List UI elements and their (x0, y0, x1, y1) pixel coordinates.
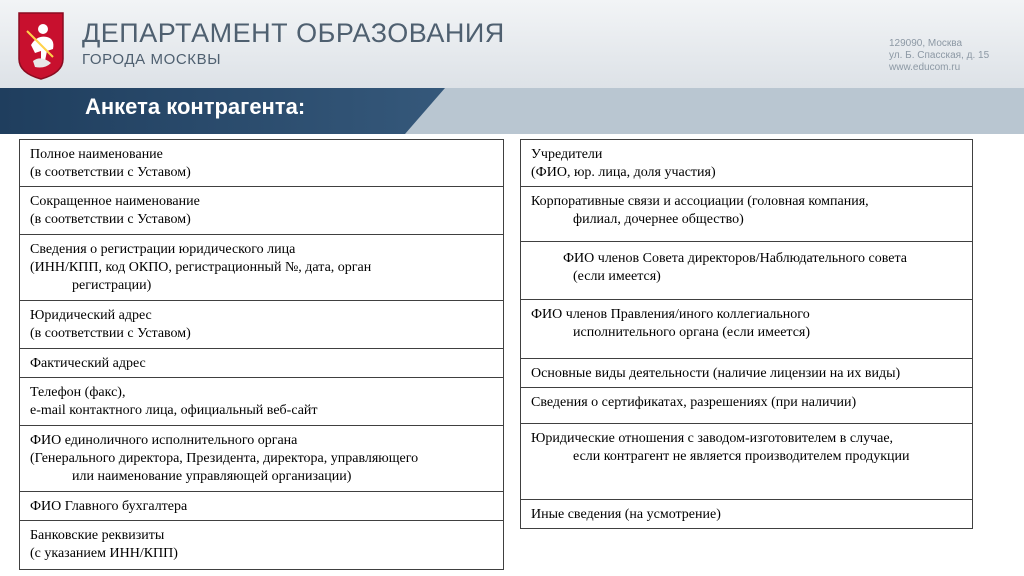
row-label: Учредители (531, 147, 603, 162)
table-row (521, 187, 972, 242)
table-row (20, 492, 503, 521)
row-label: Банковские реквизиты (30, 528, 165, 543)
row-note: или наименование управляющей организации) (72, 469, 352, 484)
row-label: ФИО членов Совета директоров/Наблюдательного совета (563, 251, 907, 266)
row-note: (Генерального директора, Президента, директора, управляющего (30, 451, 419, 466)
row-note: (ИНН/КПП, код ОКПО, регистрационный №, дата, орган (30, 260, 372, 275)
table-row (20, 235, 503, 301)
row-label: ФИО членов Правления/иного коллегиального (531, 307, 810, 322)
table-row (20, 426, 503, 492)
row-label: Телефон (факс), (30, 385, 126, 400)
row-label: Сведения о сертификатах, разрешениях (при наличии) (531, 395, 857, 410)
row-note: исполнительного органа (если имеется) (573, 325, 811, 340)
row-label: Основные виды деятельности (наличие лицензии на их виды) (531, 366, 901, 381)
row-label: Сведения о регистрации юридического лица (30, 242, 296, 257)
moscow-coat-of-arms-icon (17, 11, 65, 81)
website-link[interactable]: www.educom.ru (889, 62, 961, 73)
table-row (521, 140, 972, 187)
row-note: (ФИО, юр. лица, доля участия) (531, 165, 716, 180)
table-row (521, 242, 972, 300)
row-note: регистрации) (72, 278, 152, 293)
table-row (20, 301, 503, 349)
row-label: Полное наименование (30, 147, 163, 162)
row-note: (если имеется) (573, 269, 661, 284)
address-line: 129090, Москва (889, 38, 963, 49)
row-label: Юридический адрес (30, 308, 152, 323)
table-row (20, 349, 503, 378)
department-title: ДЕПАРТАМЕНТ ОБРАЗОВАНИЯ (82, 18, 505, 48)
right-form-table (520, 139, 973, 529)
table-row (521, 424, 972, 500)
row-note: (в соответствии с Уставом) (30, 326, 191, 341)
contact-address (889, 38, 989, 74)
header-bar (0, 0, 1024, 88)
table-row (20, 187, 503, 235)
row-label: Сокращенное наименование (30, 194, 200, 209)
table-row (521, 300, 972, 359)
slide-title: Анкета контрагента: (85, 94, 306, 119)
row-note: (в соответствии с Уставом) (30, 212, 191, 227)
table-row (20, 140, 503, 187)
table-row (20, 378, 503, 426)
row-label: ФИО Главного бухгалтера (30, 499, 188, 514)
row-note: если контрагент не является производителем продукции (573, 449, 910, 464)
table-row (521, 359, 972, 388)
left-form-table (19, 139, 504, 570)
row-label: Фактический адрес (30, 356, 146, 371)
row-note: (с указанием ИНН/КПП) (30, 546, 178, 561)
row-label: ФИО единоличного исполнительного органа (30, 433, 298, 448)
row-label: Юридические отношения с заводом-изготовителем в случае, (531, 431, 894, 446)
row-label: Иные сведения (на усмотрение) (531, 507, 721, 522)
row-note: e-mail контактного лица, официальный веб-сайт (30, 403, 318, 418)
row-note: (в соответствии с Уставом) (30, 165, 191, 180)
table-row (521, 388, 972, 424)
row-note: филиал, дочернее общество) (573, 212, 744, 227)
table-row (521, 500, 972, 528)
address-line: ул. Б. Спасская, д. 15 (889, 50, 990, 61)
department-subtitle: ГОРОДА МОСКВЫ (82, 51, 222, 68)
table-row (20, 521, 503, 569)
row-label: Корпоративные связи и ассоциации (головная компания, (531, 194, 869, 209)
